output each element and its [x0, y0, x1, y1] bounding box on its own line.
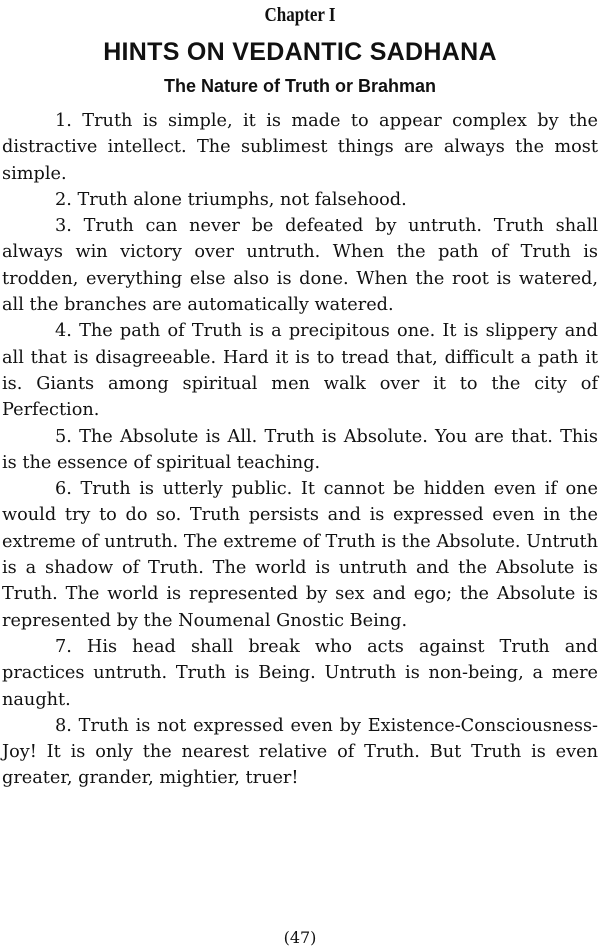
paragraph-7: 7. His head shall break who acts against Truth and practices untruth. Truth is Being. Untruth is non-being, a mere naught. — [2, 636, 598, 710]
body-text — [2, 108, 598, 792]
paragraph-1: 1. Truth is simple, it is made to appear complex by the distractive intellect. The sublimest things are always the most simple. — [2, 111, 598, 184]
paragraph-5: 5. The Absolute is All. Truth is Absolute. You are that. This is the essence of spiritual teaching. — [2, 426, 598, 473]
paragraph-4: 4. The path of Truth is a precipitous one. It is slippery and all that is disagreeable. Hard it is to tread that, difficult a path it is. Giants among spiritual men walk over it to the city of Perfection. — [2, 321, 598, 421]
section-subtitle: The Nature of Truth or Brahman — [163, 76, 437, 96]
paragraph-3: 3. Truth can never be defeated by untruth. Truth shall always win victory over untruth. When the path of Truth is trodden, everything else also is done. When the root is watered, all the branches are automatically watered. — [2, 216, 598, 316]
page-title: HINTS ON VEDANTIC SADHANA — [103, 38, 497, 66]
paragraph-8: 8. Truth is not expressed even by Existence-Consciousness-Joy! It is only the nearest relative of Truth. But Truth is even greater, grander, mightier, truer! — [2, 715, 598, 789]
chapter-label: Chapter I — [264, 4, 336, 26]
paragraph-6: 6. Truth is utterly public. It cannot be hidden even if one would try to do so. Truth persists and is expressed even in the extreme of untruth. The extreme of Truth is the Absolute. Untruth is a shadow of Truth. The world is untruth and the Absolute is Truth. The world is represented by sex and ego; the Absolute is represented by the Noumenal Gnostic Being. — [2, 479, 598, 631]
paragraph-2: 2. Truth alone triumphs, not falsehood. — [55, 189, 407, 210]
page-number: (47) — [283, 928, 317, 947]
